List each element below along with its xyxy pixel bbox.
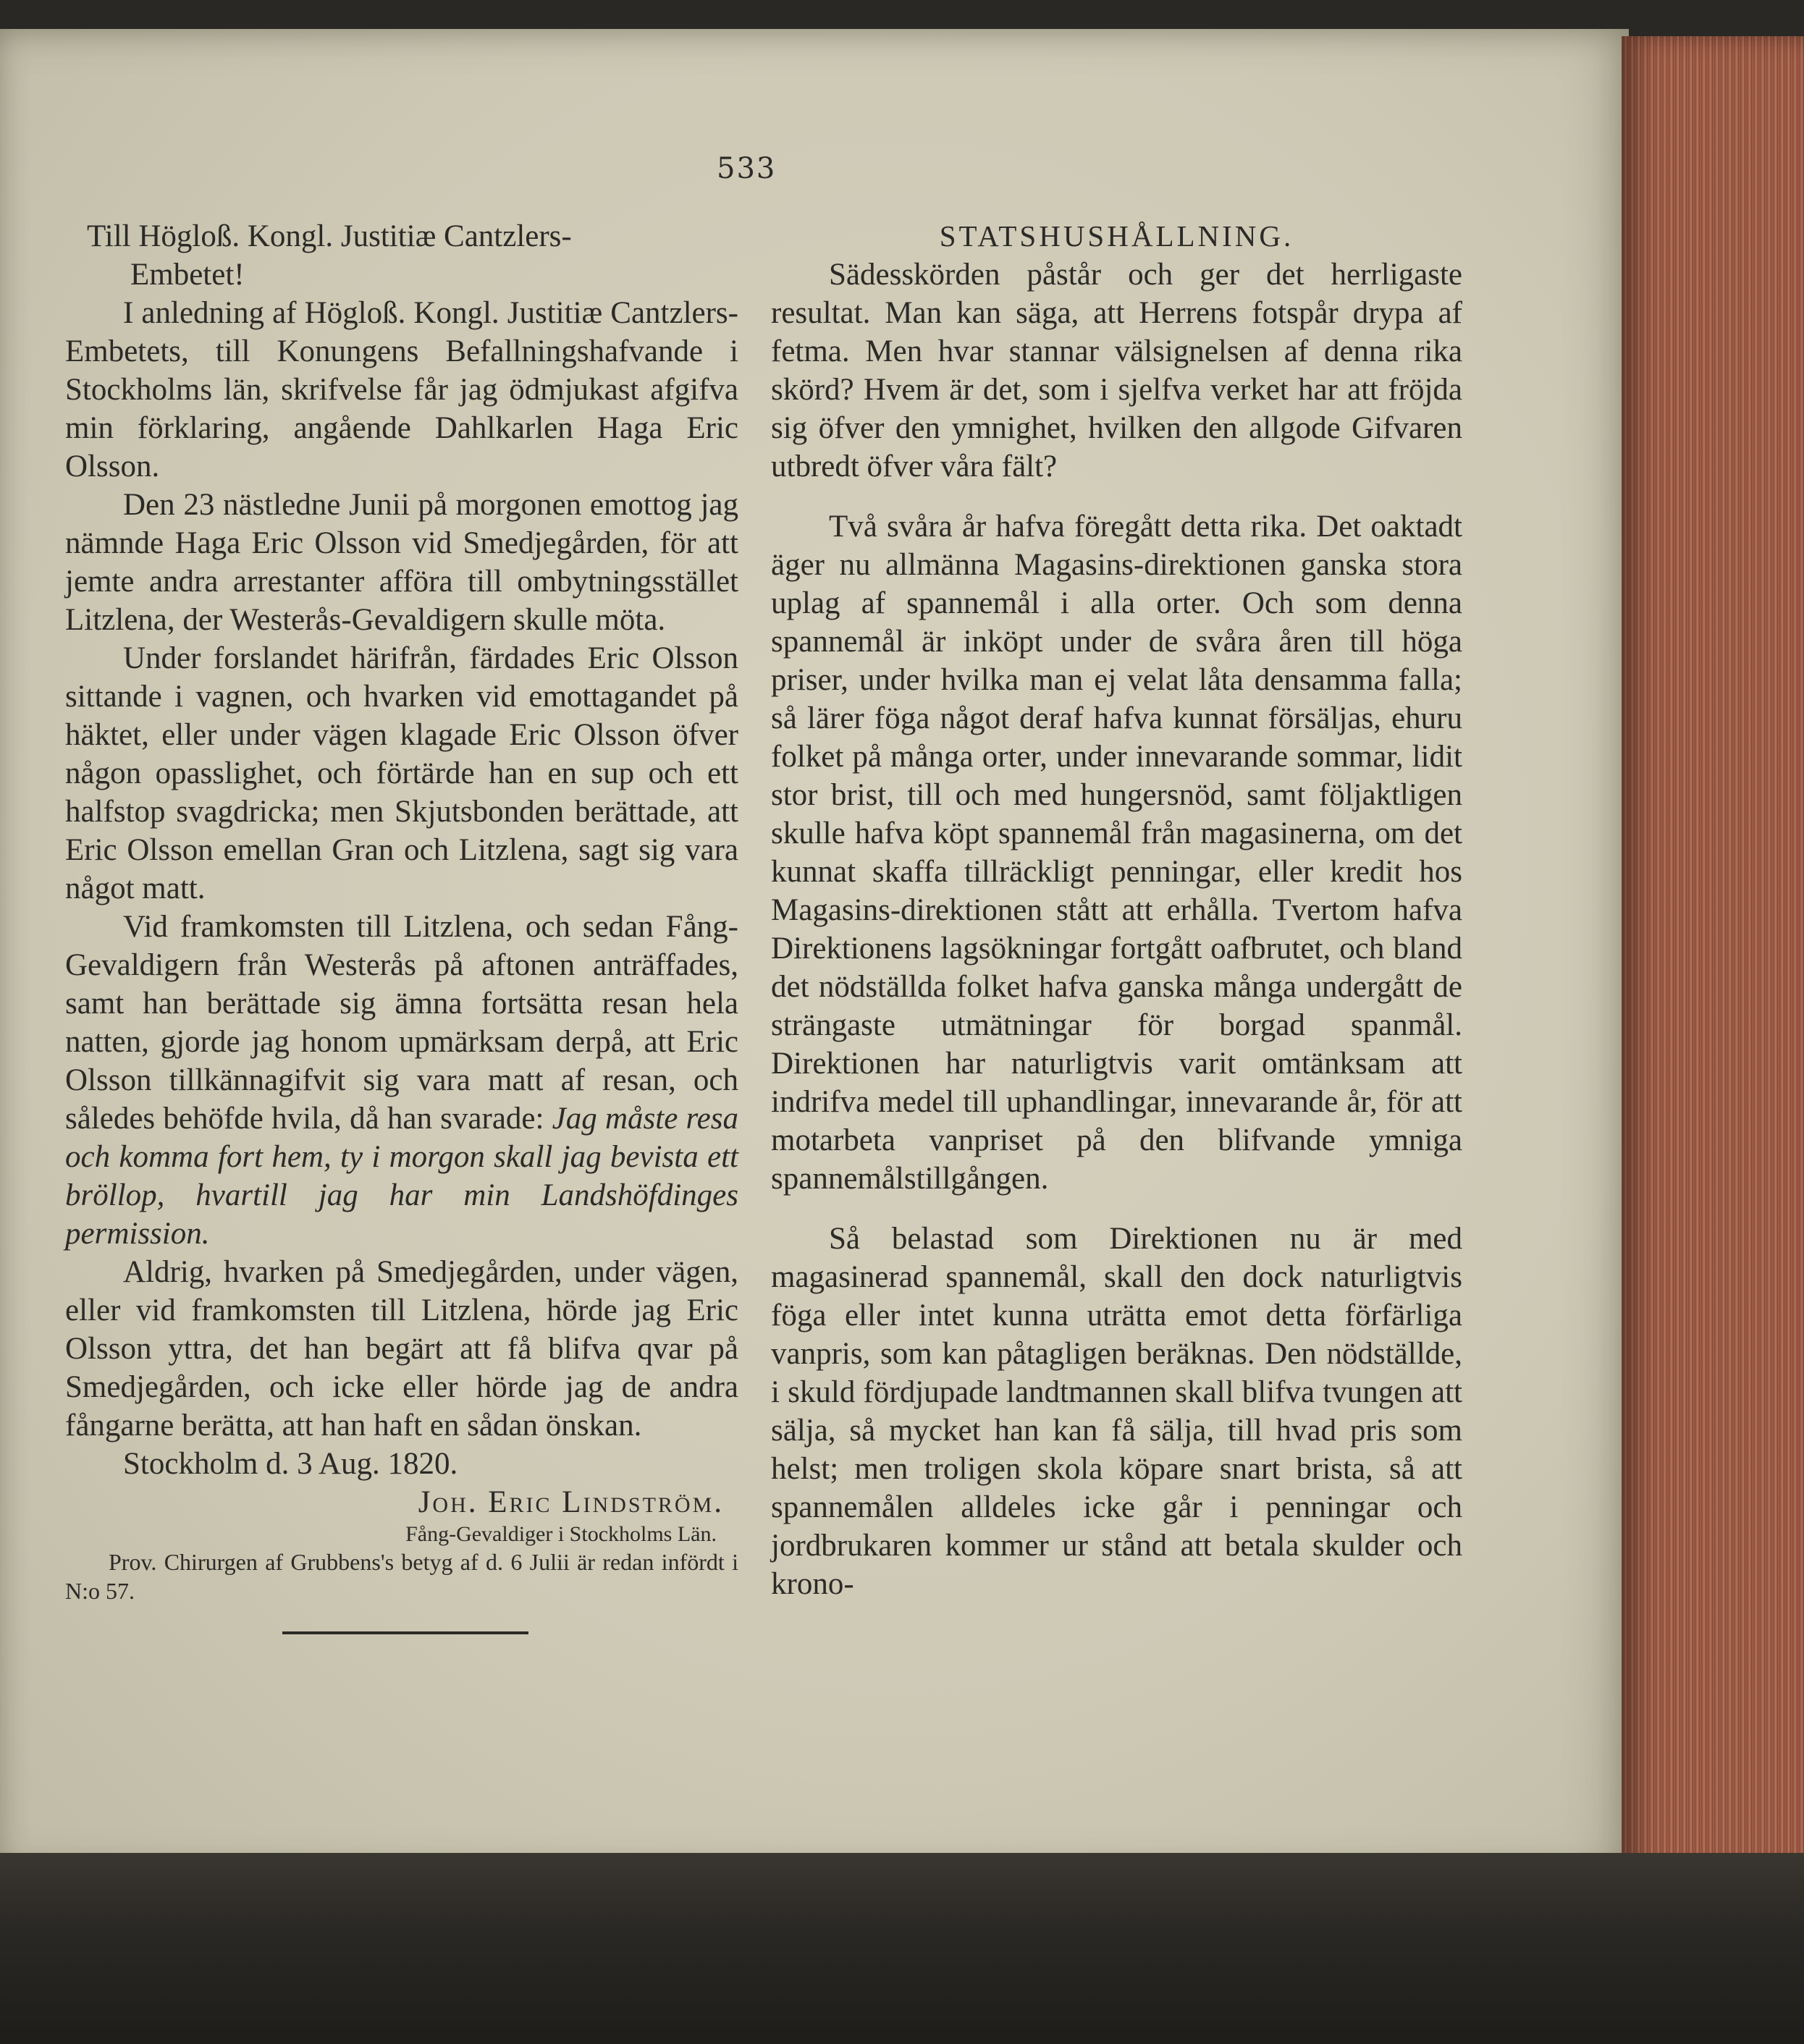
right-column — [771, 217, 1462, 1603]
left-paragraph-4-quote: Jag måste resa och komma fort hem, ty i morgon skall jag bevista ett bröllop, hvartill jag har min Landshöfdinges permission. — [65, 1102, 738, 1251]
right-paragraph-1: Sädesskörden påstår och ger det herrligaste resultat. Man kan säga, att Herrens fotspår drypa af fetma. Men hvar stannar välsignelsen af denna rika skörd? Hvem är det, som i sjelfva verket har att fröjda sig öfver den ymnighet, hvilken den allgode Gifvaren utbredt öfver våra fält? — [771, 258, 1462, 483]
right-paragraph-2: Två svåra år hafva föregått detta rika. Det oaktadt äger nu allmänna Magasins-direktionen ganska stora uplag af spannemål i alla orter. Och som denna spannemål är inköpt under de svåra åren till höga priser, under hvilka man ej velat låta densamma falla; så lärer föga något deraf hafva kunnat försäljas, ehuru folket på många orter, under innevarande sommar, lidit stor brist, till och med hungersnöd, samt följaktligen skulle hafva köpt spannemål från magasinerna, om det kunnat skaffa tillräckligt penningar, eller kredit hos Magasins-direktionen stått att erhålla. Tvertom hafva Direktionens lagsökningar fortgått oafbrutet, och bland det nödställda folket hafva ganska många undergått de strängaste utmätningar för borgad spanmål. Direktionen har naturligtvis varit omtänksam att indrifva medel till uphandlingar, innevarande år, för att motarbeta vanpriset på den blifvande ymniga spannemålstillgången. — [771, 510, 1462, 1196]
paragraph-gap — [771, 1198, 1462, 1220]
section-heading: STATSHUSHÅLLNING. — [939, 219, 1294, 253]
letter-date: Stockholm d. 3 Aug. 1820. — [123, 1447, 458, 1481]
left-paragraph-4 — [65, 908, 738, 1253]
signature-title: Fång-Gevaldiger i Stockholms Län. — [405, 1522, 717, 1546]
paragraph-gap — [771, 486, 1462, 507]
scan-background — [0, 1853, 1804, 2044]
book-page-edges — [1622, 36, 1804, 1875]
left-paragraph-3: Under forslandet härifrån, färdades Eric Olsson sittande i vagnen, och hvarken vid emottagandet på häktet, eller under vägen klagade Eric Olsson öfver någon opasslighet, och förtärde han en sup och ett halfstop svagdricka; men Skjutsbonden berättade, att Eric Olsson emellan Gran och Litzlena, sagt sig vara något matt. — [65, 641, 738, 905]
address-line-2: Embetet! — [130, 258, 245, 292]
left-paragraph-5: Aldrig, hvarken på Smedjegården, under vägen, eller vid framkomsten till Litzlena, hörde jag Eric Olsson yttra, det han begärt att få blifva qvar på Smedjegården, och icke eller hörde jag de andra fångarne berätta, att han haft en sådan önskan. — [65, 1255, 738, 1443]
address — [65, 217, 738, 294]
right-paragraph-3: Så belastad som Direktionen nu är med magasinerad spannemål, skall den dock naturligtvis föga eller intet kunna uträtta emot detta förfärliga vanpris, som kan påtagligen beräknas. Den nödställde, i skuld fördjupade landtmannen skall blifva tvungen att sälja, så mycket han kan få sälja, till hvad pris som helst; men troligen skola köpare snart brista, så att spannemålen alldeles icke går i penningar och jordbrukaren kommer ur stånd att betala skulder och krono- — [771, 1222, 1462, 1601]
page-number: 533 — [717, 152, 777, 185]
left-column — [65, 217, 738, 1634]
left-paragraph-1: I anledning af Högloß. Kongl. Justitiæ Cantzlers-Embetets, till Konungens Befallningshafvande i Stockholms län, skrifvelse får jag ödmjukast afgifva min förklaring, angående Dahlkarlen Haga Eric Olsson. — [65, 296, 738, 483]
signature: Joh. Eric Lindström. — [418, 1485, 724, 1519]
address-line-1: Till Högloß. Kongl. Justitiæ Cantzlers- — [87, 219, 572, 253]
footnote: Prov. Chirurgen af Grubbens's betyg af d. 6 Julii är redan infördt i N:o 57. — [65, 1549, 738, 1604]
left-paragraph-2: Den 23 nästledne Junii på morgonen emottog jag nämnde Haga Eric Olsson vid Smedjegården, för att jemte andra arrestanter afföra till ombytningsstället Litzlena, der Westerås-Gevaldigern skulle möta. — [65, 488, 738, 637]
section-rule — [282, 1631, 528, 1634]
left-paragraph-4-text: Vid framkomsten till Litzlena, och sedan Fång-Gevaldigern från Westerås på aftonen anträffades, samt han berättade sig ämna fortsätta resan hela natten, gjorde jag honom upmärksam derpå, att Eric Olsson tillkännagifvit sig vara matt af resan, och således behöfde hvila, då han svarade: — [65, 910, 738, 1136]
book-page — [0, 29, 1629, 1875]
